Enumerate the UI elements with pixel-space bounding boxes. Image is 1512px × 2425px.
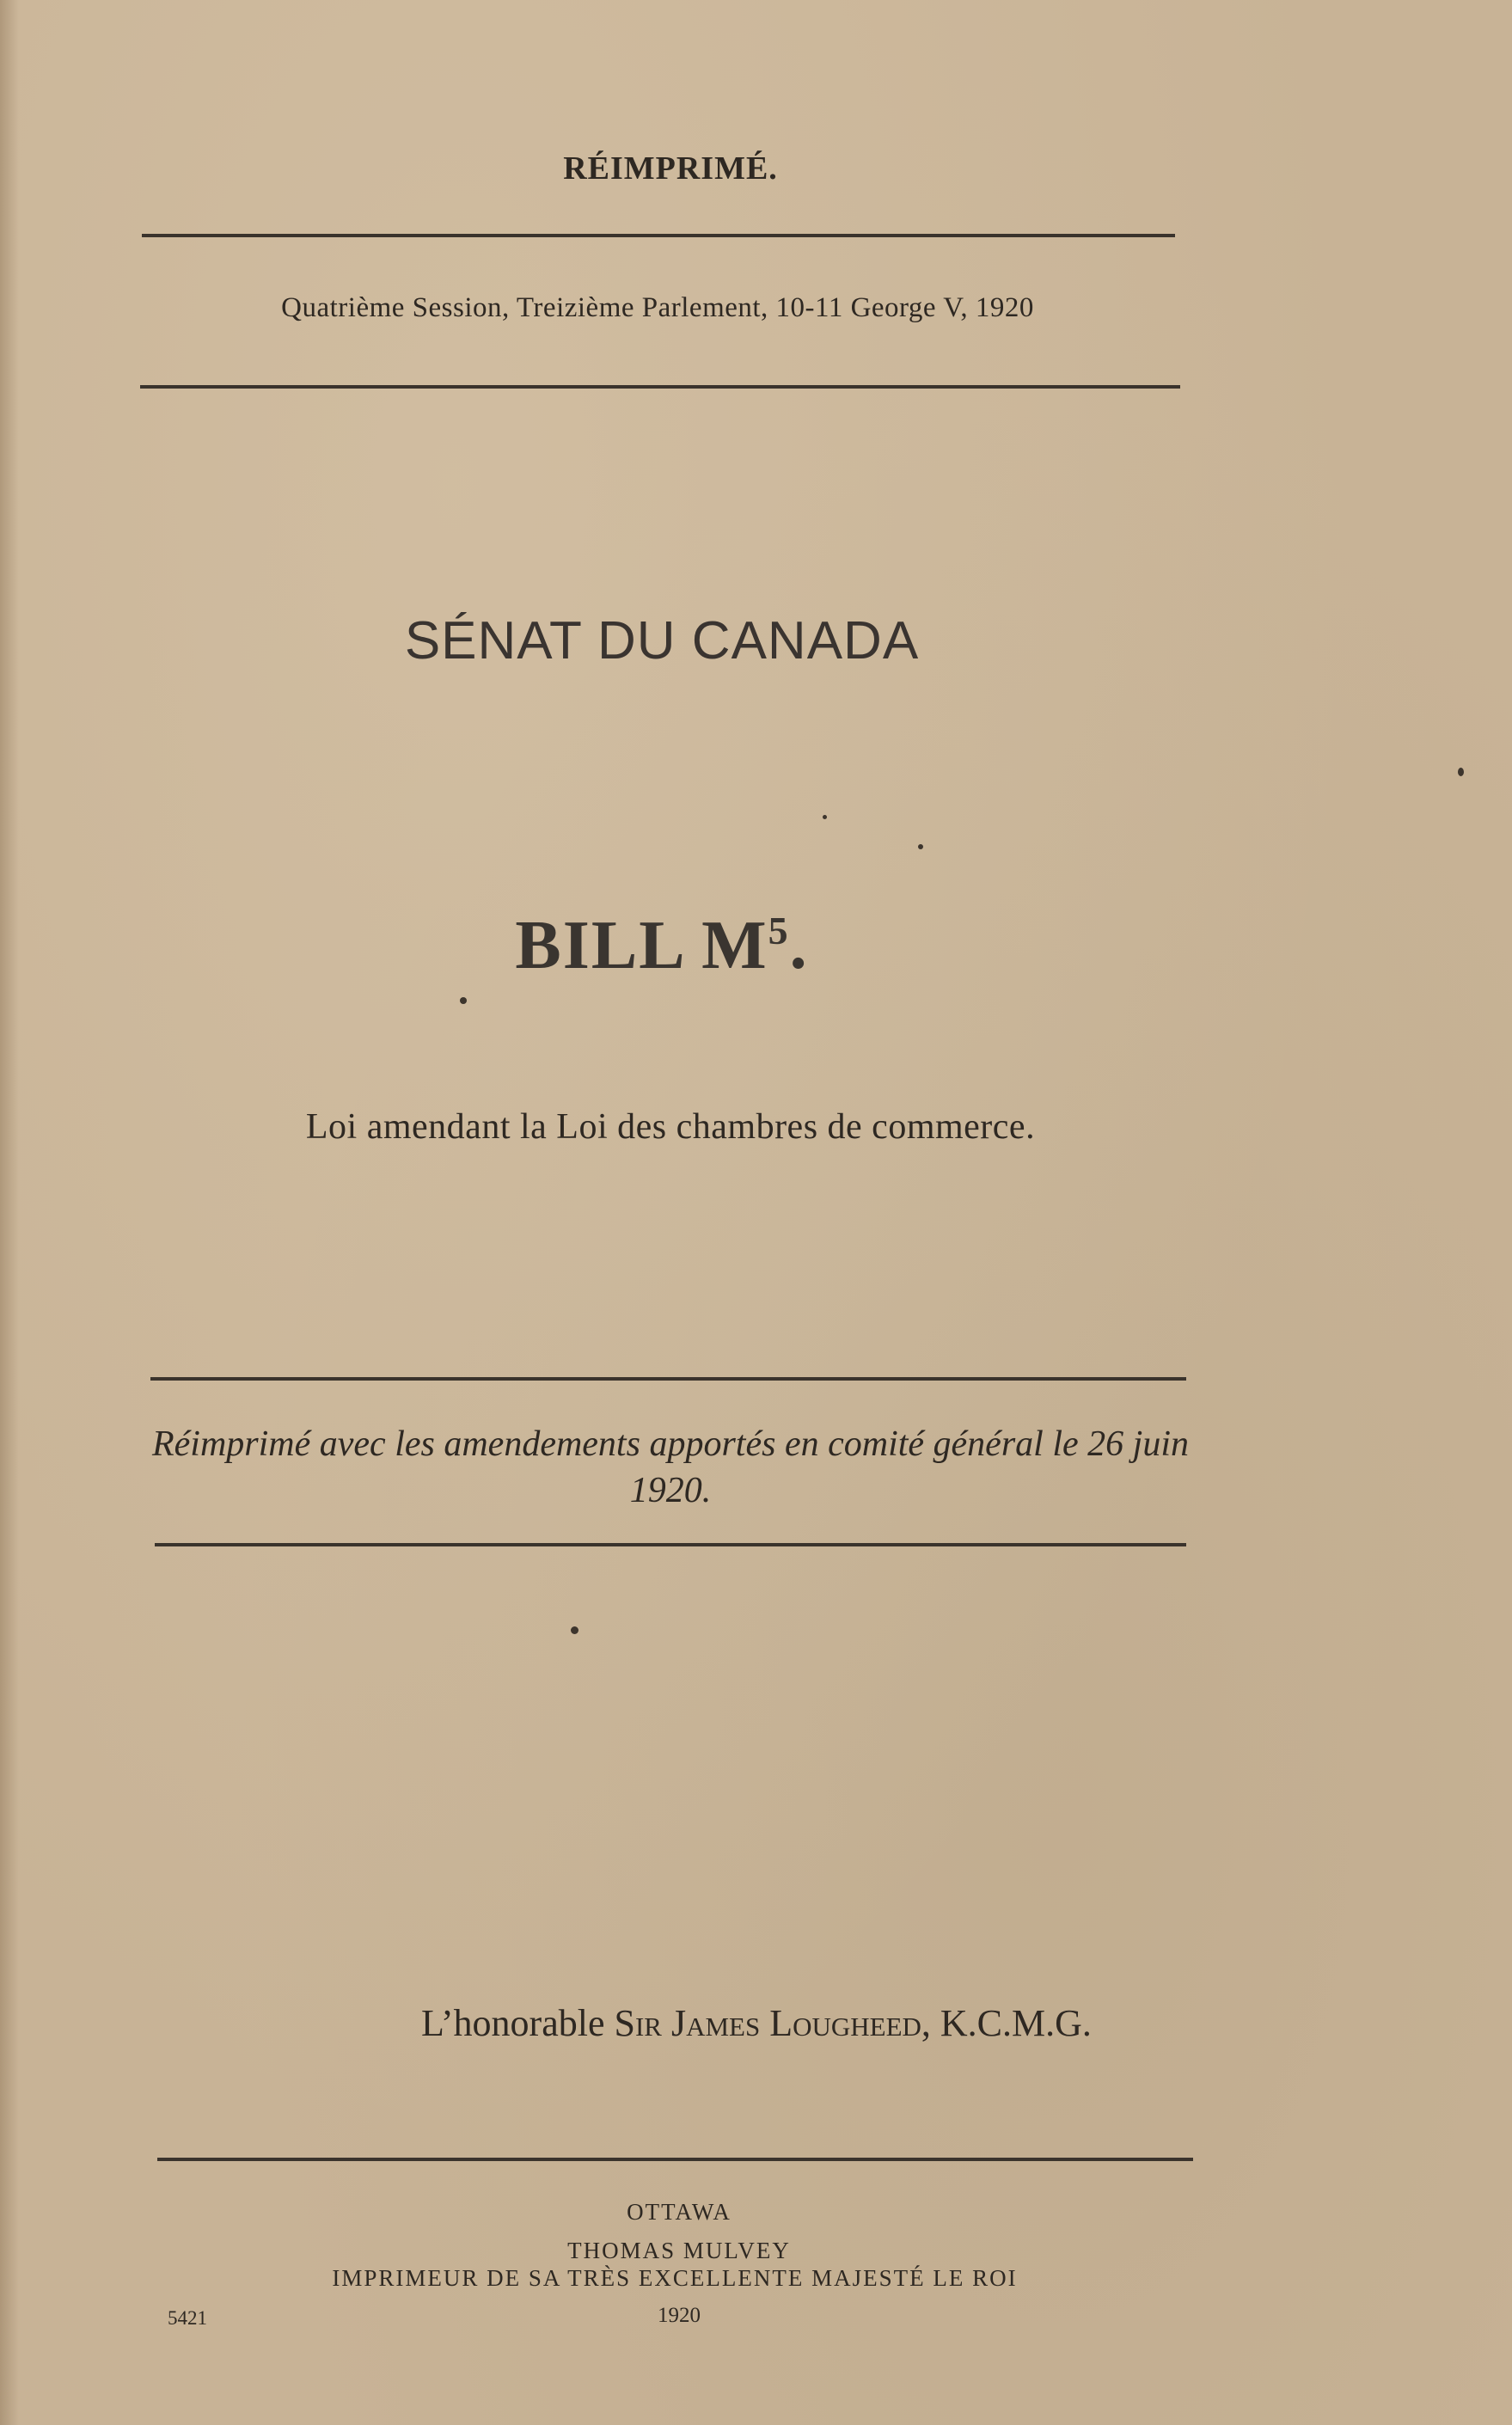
session-rule — [140, 385, 1180, 389]
sponsor-prefix: L’honorable — [421, 2002, 615, 2044]
bill-number — [404, 907, 920, 985]
imprint-printer: THOMAS MULVEY — [567, 2238, 791, 2263]
job-number: 5421 — [168, 2307, 207, 2329]
paper-speck — [823, 815, 827, 819]
paper-speck — [571, 1626, 578, 1634]
top-rule — [142, 234, 1175, 237]
reprinted-heading: RÉIMPRIMÉ. — [563, 150, 778, 187]
note-bottom-rule — [155, 1543, 1186, 1546]
session-line: Quatrième Session, Treizième Parlement, 10-11 George V, 1920 — [281, 292, 1034, 323]
imprint-printer-title: IMPRIMEUR DE SA TRÈS EXCELLENTE MAJESTÉ LE ROI — [332, 2265, 1018, 2291]
reprint-note: Réimprimé avec les amendements apportés en comité général le 26 juin 1920. — [151, 1424, 1189, 1510]
imprint-year: 1920 — [658, 2304, 701, 2327]
sponsor-suffix: , K.C.M.G. — [921, 2002, 1092, 2044]
paper-speck — [460, 997, 467, 1004]
page-edge-shadow — [0, 0, 19, 2425]
imprint-rule — [157, 2158, 1193, 2161]
paper-speck — [1458, 768, 1464, 776]
bill-superscript: 5 — [768, 909, 790, 952]
bill-period: . — [789, 908, 809, 983]
senate-title: SÉNAT DU CANADA — [404, 611, 920, 671]
bill-label: BILL M — [515, 908, 768, 983]
sponsor-name: Sir James Lougheed — [614, 2002, 921, 2044]
note-top-rule — [150, 1377, 1186, 1381]
paper-speck — [918, 844, 923, 849]
imprint-city: OTTAWA — [627, 2199, 732, 2225]
sponsor-line — [258, 2001, 1255, 2045]
bill-subject: Loi amendant la Loi des chambres de commerce. — [305, 1107, 1036, 1147]
